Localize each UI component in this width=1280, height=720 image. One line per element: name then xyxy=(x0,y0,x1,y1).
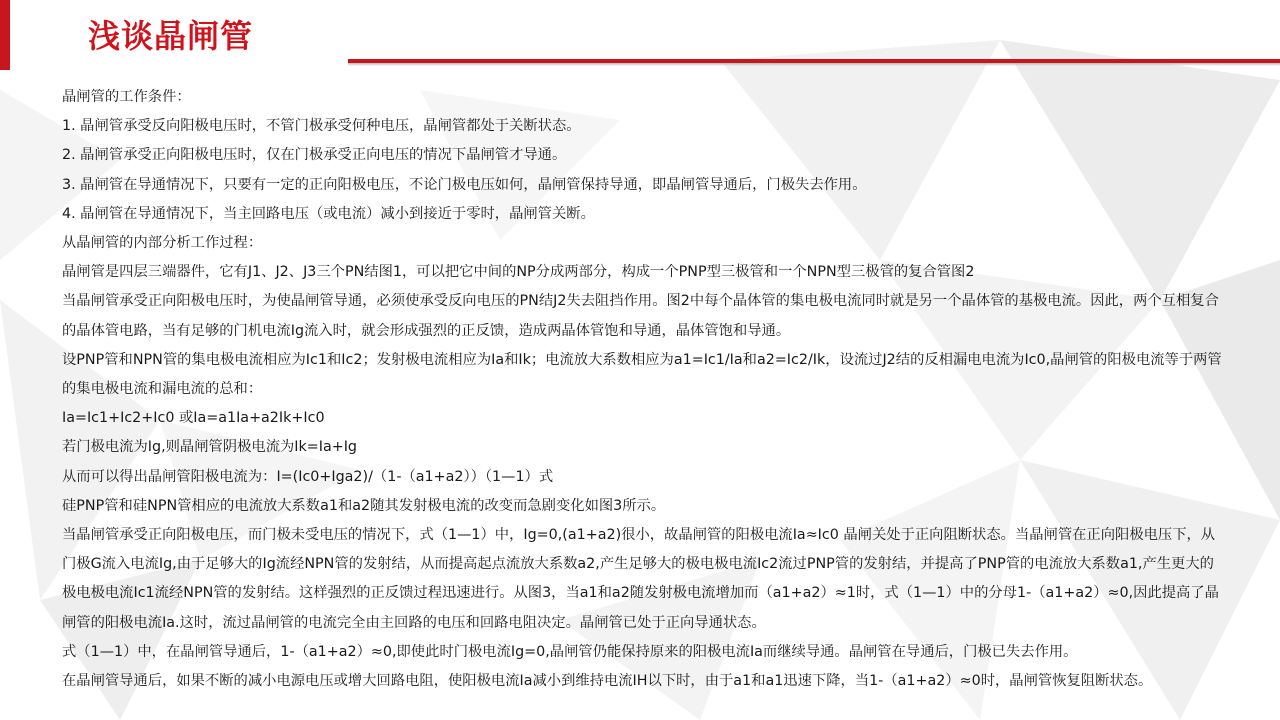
paragraph: 从晶闸管的内部分析工作过程： xyxy=(62,235,263,252)
paragraph: 当晶闸管承受正向阳极电压，而门极未受电压的情况下，式（1—1）中，Ig=0,(a1+a2)很小，故晶闸管的阳极电流Ia≈Ic0 晶闸关处于正向阻断状态。当晶闸管在正向阳极电压下，从门极G流入电流Ig,由于足够大的Ig流经NPN管的发射结，从而提高起点流放大系数a2,产生足够大的极电极电流Ic2流过PNP管的发射结，并提高了PNP管的电流放大系数a1,产生更大的极电极电流Ic1流经NPN管的发射结。这样强烈的正反馈过程迅速进行。从图3，当a1和a2随发射极电流增加而（a1+a2）≈1时，式（1—1）中的分母1-（a1+a2）≈0,因此提高了晶闸管的阳极电流Ia.这时，流过晶闸管的电流完全由主回路的电压和回路电阻决定。晶闸管已处于正向导通状态。 xyxy=(62,527,1219,631)
paragraph: 晶闸管是四层三端器件，它有J1、J2、J3三个PN结图1，可以把它中间的NP分成两部分，构成一个PNP型三极管和一个NPN型三极管的复合管图2 xyxy=(62,264,975,281)
paragraph: 若门极电流为Ig,则晶闸管阴极电流为Ik=Ia+Ig xyxy=(62,439,358,456)
page-title: 浅谈晶闸管 xyxy=(88,17,254,55)
paragraph: 式（1—1）中，在晶闸管导通后，1-（a1+a2）≈0,即使此时门极电流Ig=0,晶闸管仍能保持原来的阳极电流Ia而继续导通。晶闸管在导通后，门极已失去作用。 xyxy=(62,643,1078,660)
paragraph: 从而可以得出晶闸管阳极电流为：I=(Ic0+Iga2)/（1-（a1+a2））（1—1）式 xyxy=(62,468,554,485)
body-text xyxy=(62,83,1222,696)
paragraph: 硅PNP管和硅NPN管相应的电流放大系数a1和a2随其发射极电流的改变而急剧变化如图3所示。 xyxy=(62,497,666,514)
paragraph: 在晶闸管导通后，如果不断的减小电源电压或增大回路电阻，使阳极电流Ia减小到维持电流IH以下时，由于a1和a1迅速下降，当1-（a1+a2）≈0时，晶闸管恢复阻断状态。 xyxy=(62,673,1153,690)
paragraph: 设PNP管和NPN管的集电极电流相应为Ic1和Ic2；发射极电流相应为Ia和Ik；电流放大系数相应为a1=Ic1/Ia和a2=Ic2/Ik，设流过J2结的反相漏电电流为Ic0,晶闸管的阳极电流等于两管的集电极电流和漏电流的总和： xyxy=(62,351,1222,398)
paragraph: Ia=Ic1+Ic2+Ic0 或Ia=a1Ia+a2Ik+Ic0 xyxy=(62,410,325,427)
left-accent-bar xyxy=(0,0,10,70)
paragraph: 3. 晶闸管在导通情况下，只要有一定的正向阳极电压，不论门极电压如何，晶闸管保持导通，即晶闸管导通后，门极失去作用。 xyxy=(62,176,867,193)
paragraph: 4. 晶闸管在导通情况下，当主回路电压（或电流）减小到接近于零时，晶闸管关断。 xyxy=(62,205,595,222)
paragraph: 当晶闸管承受正向阳极电压时，为使晶闸管导通，必须使承受反向电压的PN结J2失去阻挡作用。图2中每个晶体管的集电极电流同时就是另一个晶体管的基极电流。因此，两个互相复合的晶体管电路，当有足够的门机电流Ig流入时，就会形成强烈的正反馈，造成两晶体管饱和导通，晶体管饱和导通。 xyxy=(62,293,1219,339)
paragraph: 1. 晶闸管承受反向阳极电压时，不管门极承受何种电压，晶闸管都处于关断状态。 xyxy=(62,118,581,135)
paragraph: 2. 晶闸管承受正向阳极电压时，仅在门极承受正向电压的情况下晶闸管才导通。 xyxy=(62,147,567,164)
title-divider-shadow xyxy=(348,63,1280,66)
paragraph: 晶闸管的工作条件： xyxy=(62,89,191,105)
